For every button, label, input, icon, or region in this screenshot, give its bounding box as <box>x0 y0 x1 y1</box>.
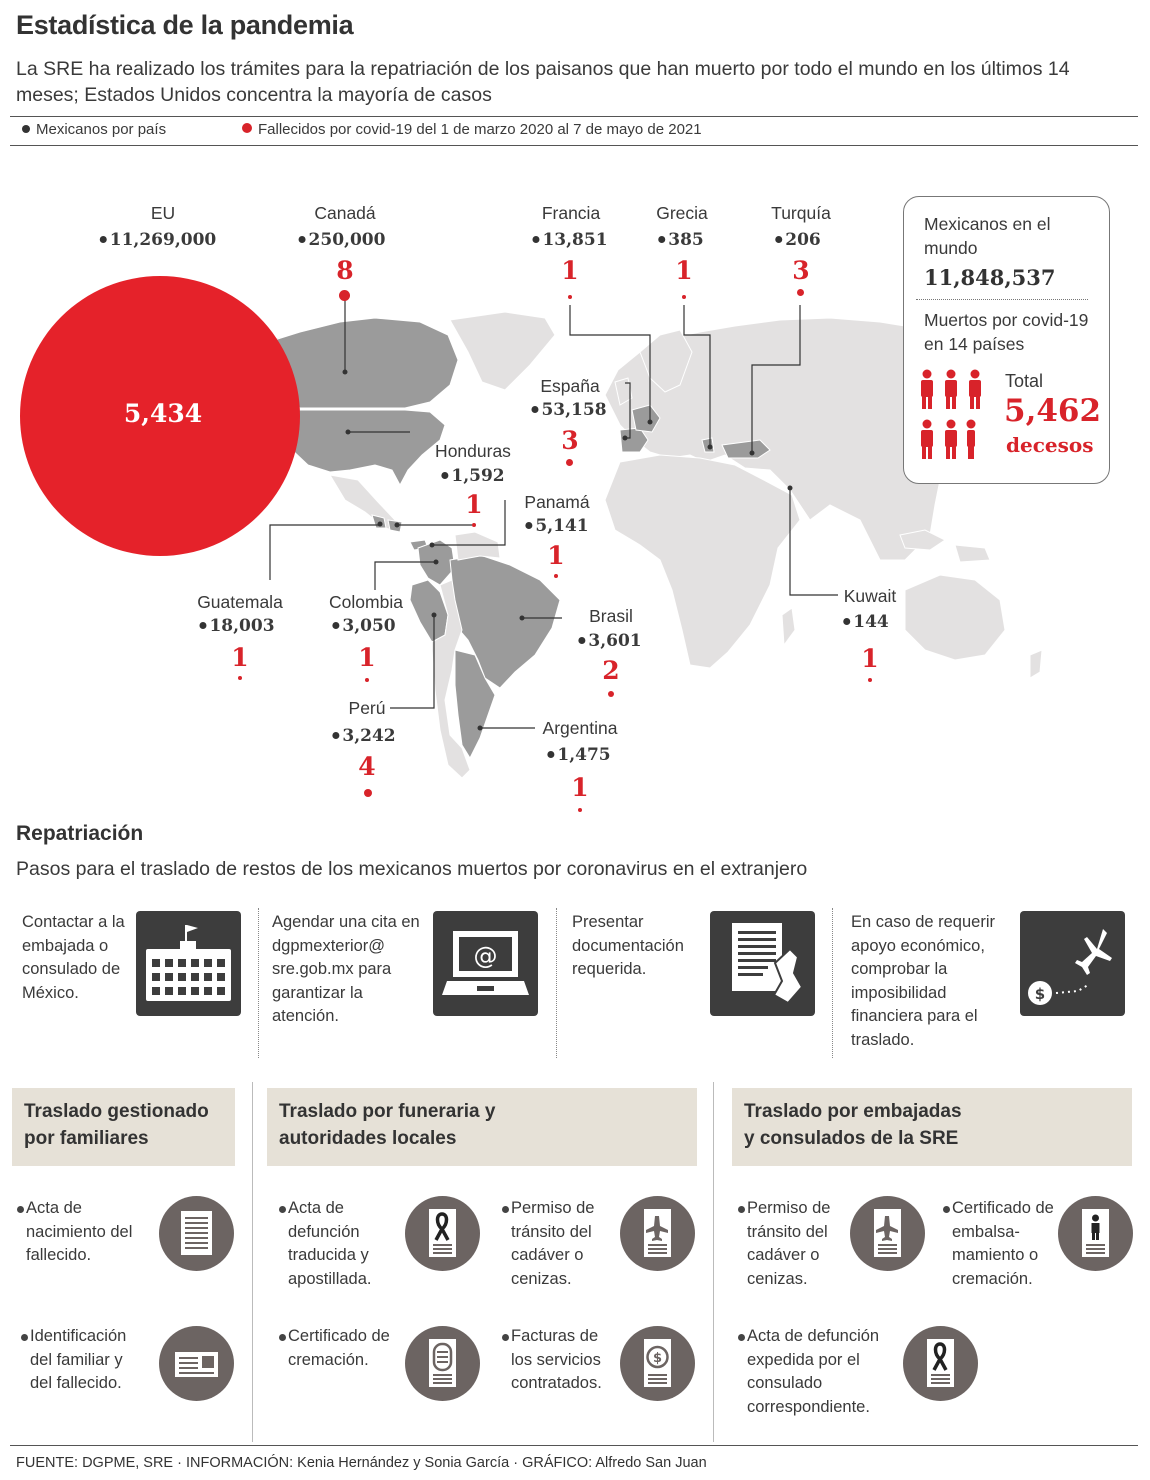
country-population-turquia: 206 <box>775 230 821 250</box>
mex-world-label: Mexicanos en el mundo <box>924 214 1051 258</box>
death-certificate-icon <box>405 1196 480 1271</box>
divider <box>10 116 1138 117</box>
country-label-kuwait: Kuwait <box>843 586 897 606</box>
country-label-grecia: Grecia <box>656 203 708 223</box>
country-population-kuwait: 144 <box>843 612 889 632</box>
country-deaths-panama: 1 <box>547 541 565 570</box>
country-population-eu: 11,269,000 <box>100 230 216 250</box>
country-deaths-peru: 4 <box>358 752 376 781</box>
list-item: Facturas de los servicios contratados. <box>511 1325 621 1396</box>
list-item: Certificado de embalsa-mamiento o cremación. <box>952 1197 1067 1291</box>
death-dot <box>682 295 686 299</box>
country-population-guatemala: 18,003 <box>199 616 274 636</box>
column-header-embajadas: Traslado por embajadas y consulados de la SRE <box>732 1088 1132 1166</box>
laptop-email-icon <box>433 911 538 1016</box>
urn-icon <box>405 1326 480 1401</box>
country-label-colombia: Colombia <box>329 592 403 612</box>
country-population-francia: 13,851 <box>532 230 607 250</box>
country-label-canada: Canadá <box>314 203 376 223</box>
country-population-colombia: 3,050 <box>332 616 395 636</box>
footer-credits: FUENTE: DGPME, SRE · INFORMACIÓN: Kenia Hernández y Sonia García · GRÁFICO: Alfredo San Juan <box>16 1455 707 1471</box>
repatriacion-subtitle: Pasos para el traslado de restos de los mexicanos muertos por coronavirus en el extranjero <box>16 858 808 880</box>
country-label-panama: Panamá <box>524 492 590 512</box>
country-label-guatemala: Guatemala <box>197 592 283 612</box>
country-deaths-kuwait: 1 <box>861 644 879 673</box>
transit-permit-icon <box>620 1196 695 1271</box>
country-deaths-honduras: 1 <box>465 490 483 519</box>
death-certificate-icon <box>903 1326 978 1401</box>
total-label: Total <box>1005 371 1044 391</box>
legend-deaths <box>242 121 702 138</box>
death-dot <box>608 691 614 697</box>
step-text: Contactar a la embajada o consulado de México. <box>22 913 125 1002</box>
divider <box>556 908 557 1058</box>
country-deaths-francia: 1 <box>561 256 579 285</box>
divider <box>10 1445 1138 1446</box>
list-item: Permiso de tránsito del cadáver o cenizas. <box>747 1197 852 1291</box>
country-deaths-brasil: 2 <box>602 656 620 685</box>
death-dot <box>364 789 372 797</box>
totals-box <box>903 196 1110 484</box>
country-population-peru: 3,242 <box>332 726 395 746</box>
divider <box>832 908 833 1058</box>
embassy-icon <box>136 911 241 1016</box>
transit-permit-icon <box>850 1196 925 1271</box>
death-dot <box>578 808 582 812</box>
divider <box>258 908 259 1058</box>
svg-text:$: $ <box>652 1351 663 1366</box>
country-label-eu: EU <box>150 203 176 223</box>
total-unit: decesos <box>1006 433 1094 457</box>
list-item: Identificación del familiar y del fallecido. <box>30 1325 148 1396</box>
step-text: Agendar una cita en dgpmexterior@ sre.gob.mx para garantizar la atención. <box>272 913 420 1025</box>
country-deaths-argentina: 1 <box>571 773 589 802</box>
death-dot <box>797 289 804 296</box>
country-population-panama: 5,141 <box>525 516 588 536</box>
death-dot <box>554 574 558 578</box>
divider <box>713 1082 714 1442</box>
embalming-icon <box>1058 1196 1133 1271</box>
divider <box>252 1082 253 1442</box>
death-dot <box>472 523 476 527</box>
country-population-honduras: 1,592 <box>441 466 504 486</box>
list-item: Certificado de cremación. <box>288 1325 403 1372</box>
column-header-funeraria: Traslado por funeraria y autoridades locales <box>267 1088 697 1166</box>
country-deaths-canada: 8 <box>336 256 354 285</box>
list-item: Acta de defunción expedida por el consulado correspondiente. <box>747 1325 897 1419</box>
repatriacion-title: Repatriación <box>16 822 144 845</box>
country-deaths-turquia: 3 <box>792 256 810 285</box>
death-dot <box>566 459 573 466</box>
divider <box>10 145 1138 146</box>
legend-population-label: Mexicanos por país <box>36 121 167 138</box>
country-label-peru: Perú <box>348 698 386 718</box>
list-item: Acta de defunción traducida y apostillada. <box>288 1197 398 1291</box>
country-label-turquia: Turquía <box>771 203 831 223</box>
country-deaths-espana: 3 <box>561 426 579 455</box>
death-dot <box>568 295 572 299</box>
divider <box>916 299 1088 300</box>
country-deaths-colombia: 1 <box>358 643 376 672</box>
legend-deaths-label: Fallecidos por covid-19 del 1 de marzo 2020 al 7 de mayo de 2021 <box>258 121 702 138</box>
page-title: Estadística de la pandemia <box>16 10 354 40</box>
column-header-familiares: Traslado gestionado por familiares <box>12 1088 235 1166</box>
country-label-honduras: Honduras <box>435 441 511 461</box>
invoice-icon <box>620 1326 695 1401</box>
country-population-canada: 250,000 <box>299 230 386 250</box>
death-dot <box>365 678 369 682</box>
svg-text:$: $ <box>1034 985 1046 1003</box>
page-subtitle: La SRE ha realizado los trámites para la repatriación de los paisanos que han muerto por todo el mundo en los últimos 14 meses; Estados Unidos concentra la mayoría de casos <box>16 58 1070 106</box>
svg-text:@: @ <box>473 942 498 970</box>
death-dot <box>339 290 350 301</box>
list-item: Acta de nacimiento del fallecido. <box>26 1197 144 1268</box>
eu-bubble-value: 5,434 <box>123 399 203 428</box>
country-deaths-guatemala: 1 <box>231 643 249 672</box>
death-dot <box>868 678 872 682</box>
mex-world-value: 11,848,537 <box>924 265 1056 290</box>
country-deaths-grecia: 1 <box>675 256 693 285</box>
country-label-francia: Francia <box>541 203 601 223</box>
legend-population <box>22 121 166 138</box>
people-icon <box>918 369 993 464</box>
country-population-argentina: 1,475 <box>547 745 610 765</box>
certificate-icon <box>159 1196 234 1271</box>
country-population-grecia: 385 <box>658 230 704 250</box>
id-card-icon <box>159 1326 234 1401</box>
country-population-espana: 53,158 <box>531 400 606 420</box>
dead-label: Muertos por covid-19 en 14 países <box>924 310 1089 354</box>
country-label-brasil: Brasil <box>589 606 633 626</box>
step-text: Presentar documentación requerida. <box>572 913 684 978</box>
plane-money-icon <box>1020 911 1125 1016</box>
list-item: Permiso de tránsito del cadáver o cenizas. <box>511 1197 616 1291</box>
step-text: En caso de requerir apoyo económico, comprobar la imposibilidad financiera para el traslado. <box>851 913 995 1049</box>
document-hand-icon <box>710 911 815 1016</box>
death-dot <box>238 676 242 680</box>
country-population-brasil: 3,601 <box>578 631 641 651</box>
total-value: 5,462 <box>1004 393 1102 429</box>
country-label-espana: España <box>540 376 600 396</box>
country-label-argentina: Argentina <box>542 718 618 738</box>
